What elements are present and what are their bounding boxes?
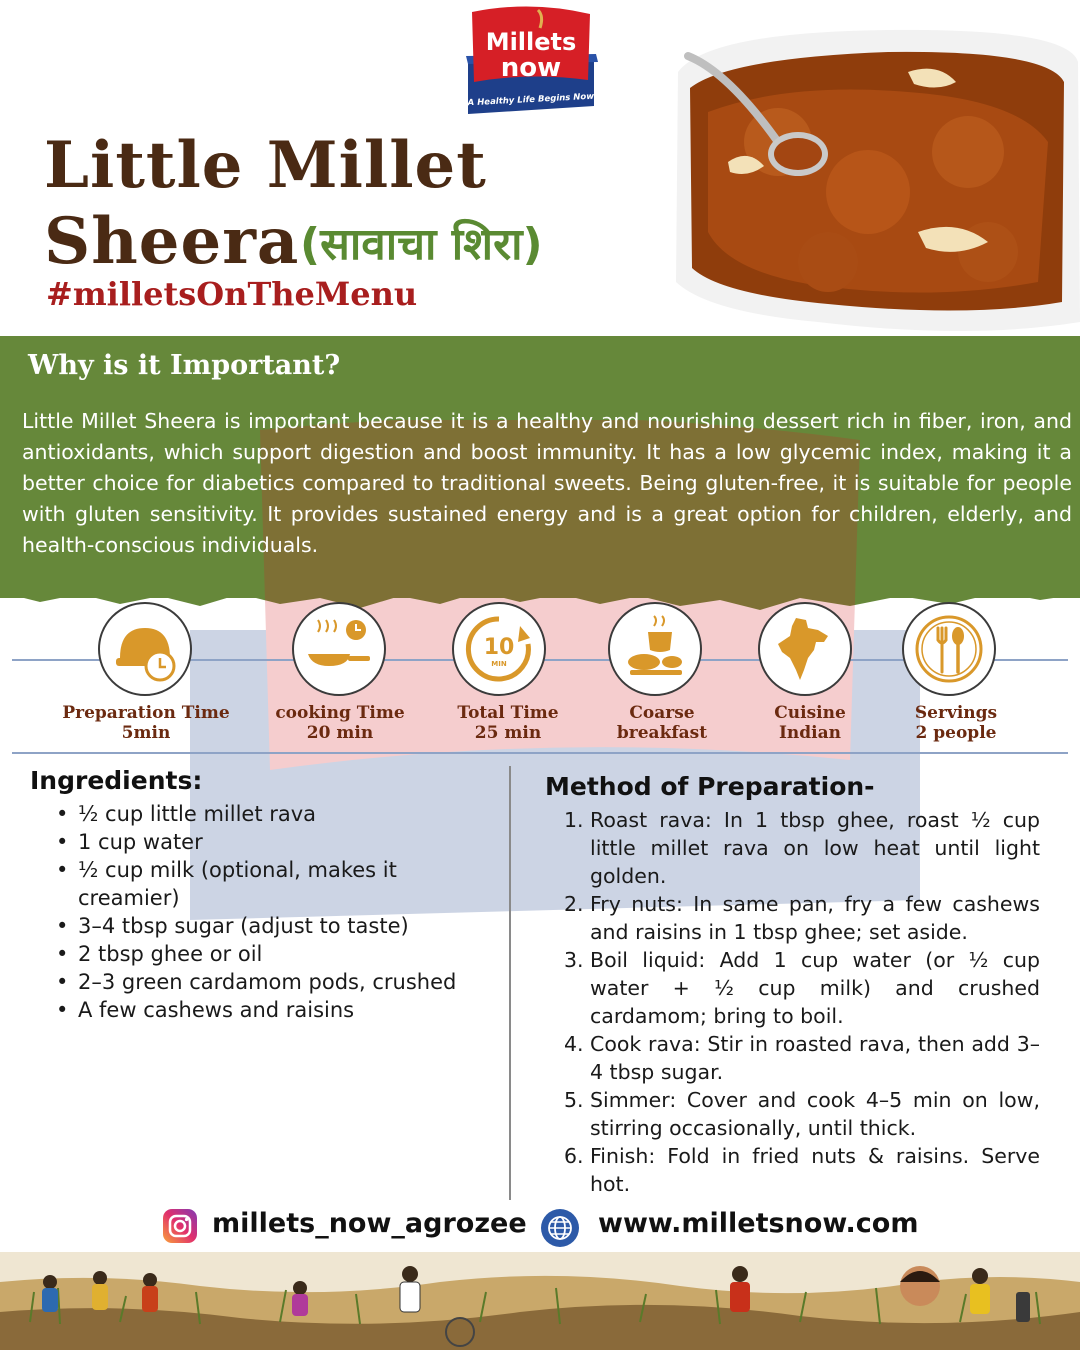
info-label-value: breakfast	[616, 723, 708, 743]
servings-icon-circle	[902, 602, 996, 696]
farm-field-illustration	[0, 1252, 1080, 1350]
ingredients-heading: Ingredients:	[30, 766, 203, 795]
info-label-value: Indian	[778, 723, 842, 743]
sheera-dish-photo	[668, 22, 1080, 334]
logo-text-millets: Millets	[485, 28, 577, 56]
info-label-title: Total Time	[457, 703, 559, 723]
globe-icon[interactable]	[540, 1208, 580, 1248]
info-label-title: Servings	[914, 703, 998, 723]
info-label-title: Preparation Time	[62, 703, 230, 723]
cooking-time-icon-circle	[292, 602, 386, 696]
step-text: Cook rava: Stir in roasted rava, then add 3–4 tbsp sugar.	[590, 1032, 1040, 1084]
list-item: • 2–3 green cardamom pods, crushed	[54, 968, 494, 996]
timer-number: 10	[483, 635, 515, 660]
method-step	[564, 1086, 1040, 1142]
step-number: 3.	[564, 948, 584, 972]
hashtag: #milletsOnTheMenu	[46, 275, 418, 313]
logo-tagline: A Healthy Life Begins Now	[467, 91, 595, 109]
method-step	[564, 890, 1040, 946]
page-title-line1: Little Millet	[44, 128, 487, 203]
step-number: 6.	[564, 1144, 584, 1168]
ingredients-list	[54, 800, 494, 1024]
cuisine-label	[725, 703, 895, 743]
importance-heading: Why is it Important?	[28, 350, 341, 381]
step-text: Simmer: Cover and cook 4–5 min on low, stirring occasionally, until thick.	[590, 1088, 1040, 1140]
info-label-title: Coarse	[629, 703, 695, 723]
method-steps	[564, 806, 1040, 1198]
list-item: • ½ cup little millet rava	[54, 800, 494, 828]
info-label-value: 25 min	[474, 723, 542, 743]
coarse-label	[577, 703, 747, 743]
info-label-title: cooking Time	[275, 703, 405, 723]
info-label-value: 20 min	[306, 723, 374, 743]
pan-clock-icon	[304, 614, 374, 684]
method-step	[564, 806, 1040, 890]
helmet-clock-icon	[110, 614, 180, 684]
logo-text-now: now	[500, 53, 562, 83]
importance-body: Little Millet Sheera is important because it is a healthy and nourishing dessert rich in fiber, iron, and antioxidants, which support digestion and boost immunity. It has a low glycemic index, making it a better choice for diabetics compared to traditional sweets. Being gluten-free, it is suitable for people with gluten sensitivity. It provides sustained energy and is a great option for children, elderly, and health-conscious individuals.	[22, 409, 1072, 557]
step-text: Finish: Fold in fried nuts & raisins. Serve hot.	[590, 1144, 1040, 1196]
step-number: 1.	[564, 808, 584, 832]
cooking-time-label	[255, 703, 425, 743]
list-item: • 1 cup water	[54, 828, 494, 856]
list-item: • 2 tbsp ghee or oil	[54, 940, 494, 968]
step-number: 2.	[564, 892, 584, 916]
servings-label	[871, 703, 1041, 743]
total-time-icon-circle	[452, 602, 546, 696]
step-text: Fry nuts: In same pan, fry a few cashews and raisins in 1 tbsp ghee; set aside.	[590, 892, 1040, 944]
breakfast-icon	[620, 614, 690, 684]
prep-time-icon-circle	[98, 602, 192, 696]
cuisine-icon-circle	[758, 602, 852, 696]
india-map-icon	[770, 614, 840, 684]
page-title-marathi: (सावाचा शिरा)	[300, 219, 543, 270]
info-label-title: Cuisine	[774, 703, 846, 723]
method-step	[564, 1142, 1040, 1198]
fork-spoon-icon	[914, 614, 984, 684]
instagram-icon[interactable]	[162, 1208, 198, 1244]
info-label-value: 5min	[121, 723, 171, 743]
method-step	[564, 946, 1040, 1030]
info-label-value: 2 people	[915, 723, 997, 743]
method-heading: Method of Preparation-	[545, 772, 875, 801]
page-title-line2: Sheera	[44, 204, 300, 279]
column-divider	[509, 766, 511, 1200]
step-text: Roast rava: In 1 tbsp ghee, roast ½ cup little millet rava on low heat until light golden.	[590, 808, 1040, 888]
step-number: 4.	[564, 1032, 584, 1056]
step-number: 5.	[564, 1088, 584, 1112]
instagram-handle[interactable]: millets_now_agrozee	[212, 1208, 527, 1239]
list-item: • ½ cup milk (optional, makes it creamier)	[54, 856, 494, 912]
ten-min-timer-icon	[464, 614, 534, 684]
prep-time-label	[61, 703, 231, 743]
millets-now-logo	[462, 6, 600, 114]
coarse-icon-circle	[608, 602, 702, 696]
method-step	[564, 1030, 1040, 1086]
list-item: • 3–4 tbsp sugar (adjust to taste)	[54, 912, 494, 940]
total-time-label	[423, 703, 593, 743]
website-link[interactable]: www.milletsnow.com	[598, 1208, 919, 1239]
info-strip-bottom-line	[12, 752, 1068, 754]
step-text: Boil liquid: Add 1 cup water (or ½ cup water + ½ cup milk) and crushed cardamom; bring to boil.	[590, 948, 1040, 1028]
list-item: • A few cashews and raisins	[54, 996, 494, 1024]
timer-unit: MIN	[491, 660, 507, 668]
